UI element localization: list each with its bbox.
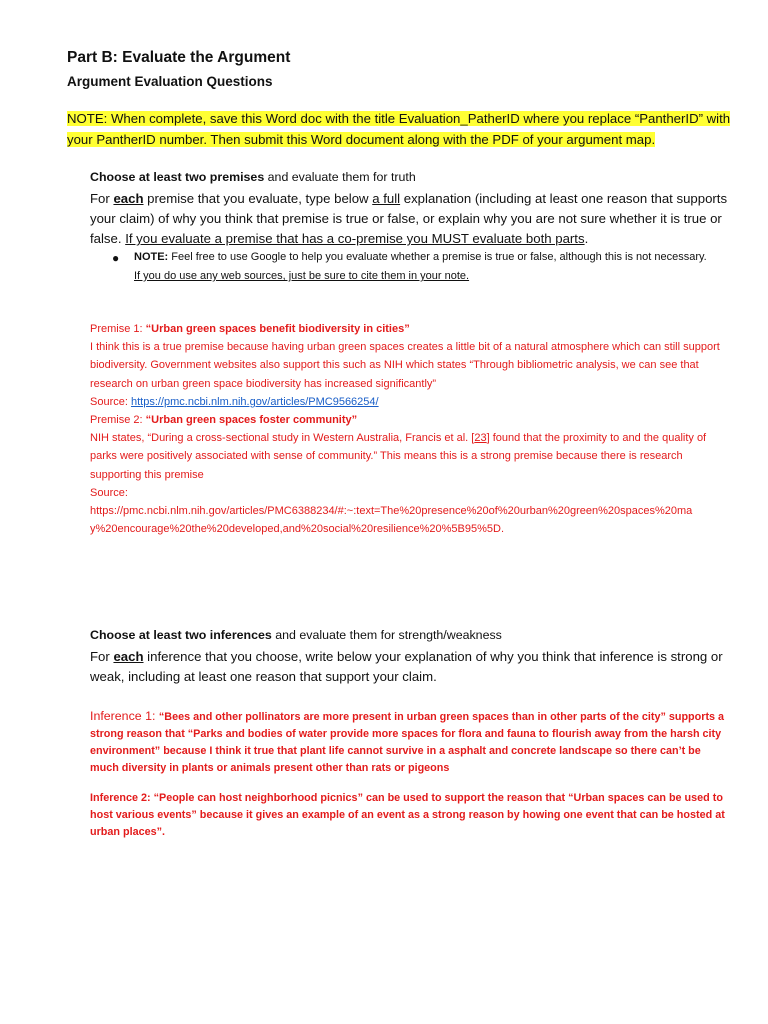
instr-full-emphasis: a full <box>372 191 401 206</box>
instr-each-emphasis: each <box>113 191 144 206</box>
bullet-note-cite-rule: If you do use any web sources, just be sure to cite them in your note. <box>134 270 470 282</box>
inference-1-label: Inference 1: <box>90 709 159 723</box>
instr-text: For <box>90 649 114 664</box>
instr-text: . <box>584 231 589 246</box>
premise-2-source-label: Source: <box>90 486 128 499</box>
premise-1-source-label: Source: <box>90 395 131 408</box>
instr-text: For <box>90 191 114 206</box>
bullet-dot-icon: ● <box>112 251 120 265</box>
premise-2-citation-ref[interactable]: 23 <box>474 432 487 445</box>
inferences-heading-rest: and evaluate them for strength/weakness <box>271 628 502 642</box>
premise-2-source-url: https://pmc.ncbi.nlm.nih.gov/articles/PMC6388234/#:~:text=The%20presence%20of%20urban%20green%20spaces%20ma <box>90 505 693 518</box>
page-title: Part B: Evaluate the Argument <box>67 49 291 66</box>
premise-1-source-link[interactable]: https://pmc.ncbi.nlm.nih.gov/articles/PMC9566254/ <box>130 395 379 408</box>
bullet-note-text: Feel free to use Google to help you evaluate whether a premise is true or false, although this is not necessary. <box>168 251 707 263</box>
premises-heading-bold: Choose at least two premises <box>90 170 265 184</box>
instr-text: explanation (including at least one reason that supports your claim) of why you think that premise is true or false, or explain why you are not sure whether it is true or false. <box>90 191 728 246</box>
premise-1-answer <box>90 320 720 538</box>
inference-1-text: “Bees and other pollinators are more present in urban green spaces than in other parts of the city” supports a strong reason that “Parks and bodies of water provide more spaces for flora and fauna to flourish away from the harsh city environment” because I think it true that plant life cannot survive in a asphalt and concrete landscape so there can’t be much diversity in plants or animals present other than rats or pigeons <box>90 711 725 774</box>
page-subtitle: Argument Evaluation Questions <box>67 74 273 89</box>
premise-2-source-url: y%20encourage%20the%20developed,and%20social%20resilience%20%5B95%5D. <box>90 523 505 536</box>
highlighted-note <box>67 108 731 150</box>
note-line-2: your PantherID number. Then submit this Word document along with the PDF of your argument map. <box>67 132 656 147</box>
premises-instructions <box>90 189 730 249</box>
instr-each-emphasis: each <box>113 649 144 664</box>
inferences-instructions <box>90 647 730 687</box>
premise-1-claim: “Urban green spaces benefit biodiversity in cities” <box>145 323 410 335</box>
bullet-note <box>112 248 714 286</box>
premise-1-body: I think this is a true premise because having urban green spaces creates a little bit of a natural atmosphere which can still support biodiversity. Government websites also support this such as NIH which states “Through bibliometric analysis, we can see that research on urban green space biodiversity has increased significantly” <box>90 341 720 390</box>
inference-1-answer <box>90 708 730 777</box>
instr-co-premise-rule: If you evaluate a premise that has a co-premise you MUST evaluate both parts <box>125 231 585 246</box>
premises-heading <box>90 170 416 184</box>
bullet-note-label: NOTE: <box>134 251 169 263</box>
instr-text: premise that you evaluate, type below <box>143 191 373 206</box>
instr-text: inference that you choose, write below your explanation of why you think that inference is strong or weak, including at least one reason that support your claim. <box>90 649 723 684</box>
inferences-heading-bold: Choose at least two inferences <box>90 628 272 642</box>
premise-2-label: Premise 2: <box>90 414 146 427</box>
inference-2-text: Inference 2: “People can host neighborhood picnics” can be used to support the reason that “Urban spaces can be used to host various events” because it gives an example of an event as a strong reason by howing one event that can be hosted at urban places”. <box>90 792 725 838</box>
inferences-heading <box>90 628 502 642</box>
premises-heading-rest: and evaluate them for truth <box>264 170 416 184</box>
premise-2-body: NIH states, “During a cross-sectional study in Western Australia, Francis et al. [ <box>90 432 475 445</box>
premise-2-claim: “Urban green spaces foster community” <box>145 414 358 427</box>
premise-1-label: Premise 1: <box>90 323 146 335</box>
note-line-1: NOTE: When complete, save this Word doc with the title Evaluation_PatherID where you replace “PantherID” with <box>67 111 731 126</box>
inference-2-answer <box>90 790 730 841</box>
premise-2-body: ] found that the proximity to and the quality of parks were positively associated with sense of community.” This means this is a strong premise because there is research supporting this premise <box>90 432 707 481</box>
